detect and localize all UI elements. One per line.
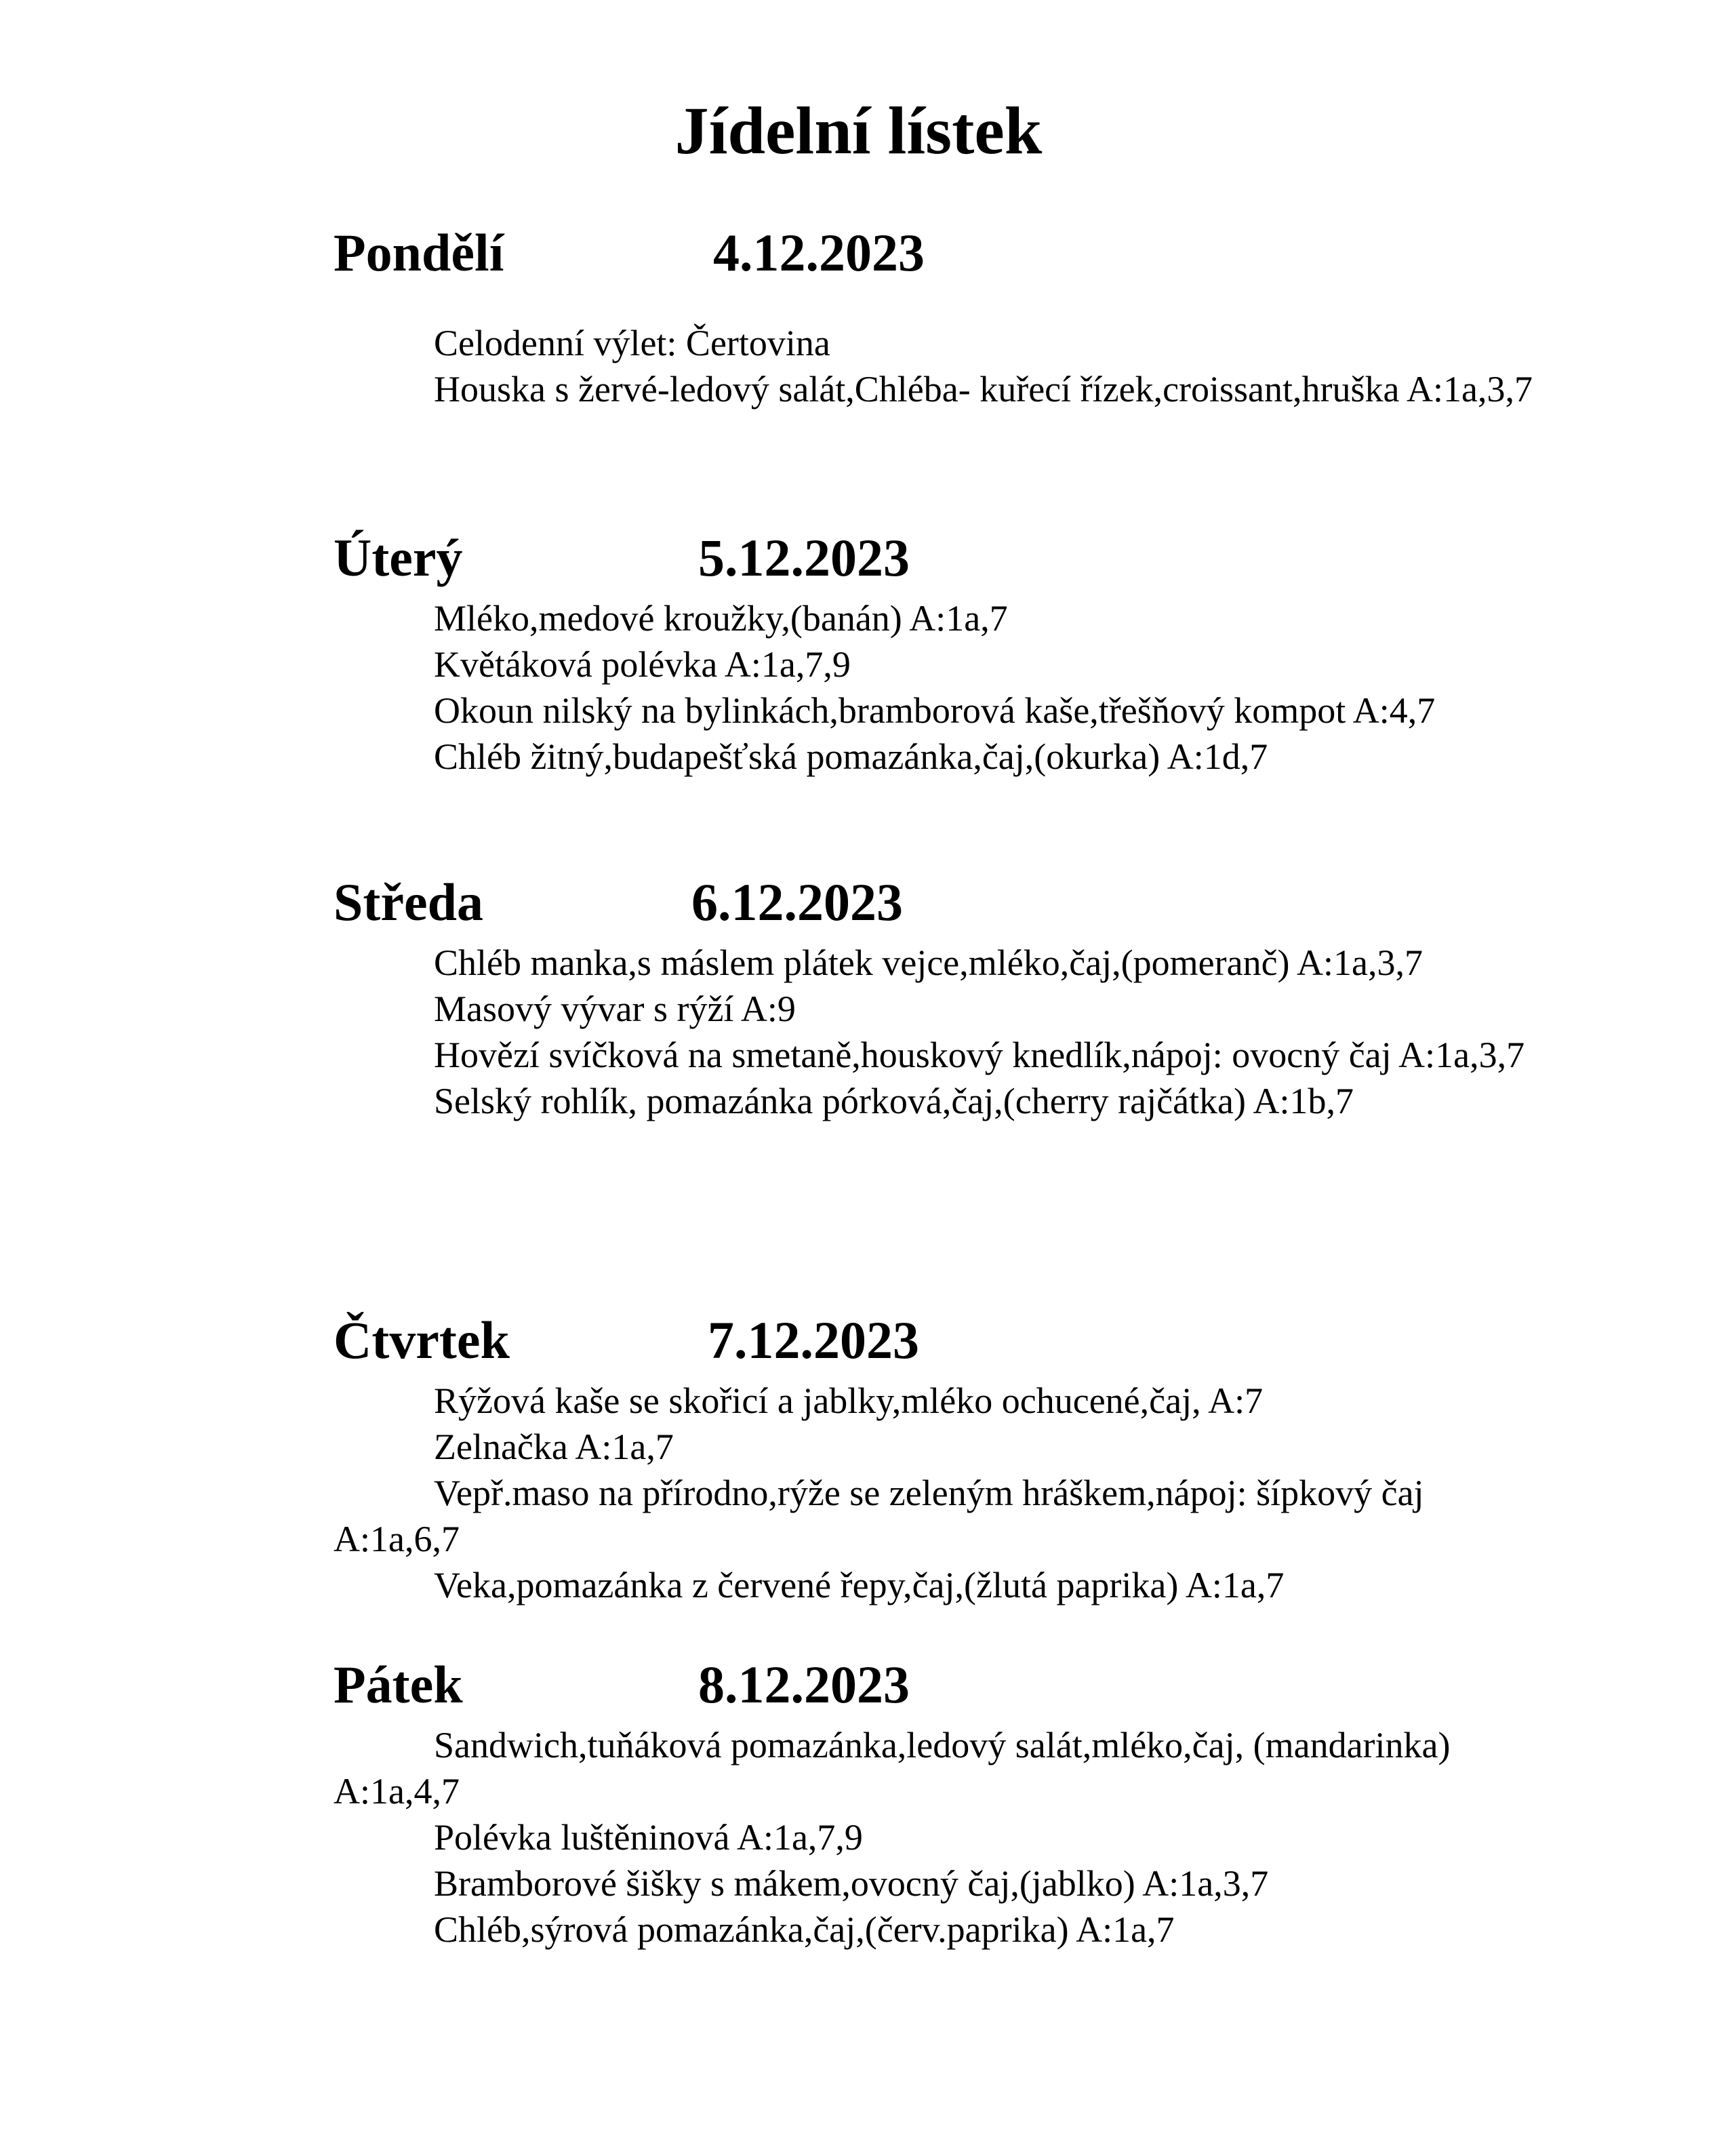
day-friday: [334, 1648, 1554, 1953]
meal-item: Mléko,medové kroužky,(banán) A:1a,7: [434, 598, 1008, 639]
day-tuesday: [334, 521, 1554, 780]
meal-list: [334, 1722, 1554, 1953]
day-thursday: [334, 1303, 1554, 1608]
meal-list: [334, 940, 1554, 1124]
day-name: Středa: [334, 873, 483, 932]
meal-list: [334, 1378, 1554, 1608]
meal-item: Celodenní výlet: Čertovina: [434, 323, 830, 363]
page-title: Jídelní lístek: [674, 93, 1043, 168]
day-date: 6.12.2023: [691, 873, 903, 932]
day-name: Pondělí: [334, 223, 504, 282]
meal-item: Chléb žitný,budapešťská pomazánka,čaj,(okurka) A:1d,7: [434, 736, 1268, 777]
meal-item: Polévka luštěninová A:1a,7,9: [434, 1817, 863, 1858]
day-header: [334, 521, 1554, 595]
meal-item: Hovězí svíčková na smetaně,houskový knedlík,nápoj: ovocný čaj A:1a,3,7: [434, 1035, 1525, 1075]
day-date: 5.12.2023: [698, 528, 910, 587]
day-name: Čtvrtek: [334, 1311, 510, 1370]
day-date: 4.12.2023: [713, 223, 925, 282]
day-name: Pátek: [334, 1655, 463, 1714]
meal-item: Vepř.maso na přírodno,rýže se zeleným hráškem,nápoj: šípkový čaj A:1a,6,7: [334, 1473, 1424, 1559]
day-header: [334, 1648, 1554, 1722]
meal-item: Rýžová kaše se skořicí a jablky,mléko ochucené,čaj, A:7: [434, 1380, 1264, 1421]
meal-item: Houska s žervé-ledový salát,Chléba- kuřecí řízek,croissant,hruška A:1a,3,7: [434, 369, 1533, 410]
meal-list: [334, 595, 1554, 780]
meal-item: Zelnačka A:1a,7: [434, 1426, 674, 1467]
meal-item: Květáková polévka A:1a,7,9: [434, 644, 851, 685]
day-name: Úterý: [334, 528, 463, 587]
meal-item: Selský rohlík, pomazánka pórková,čaj,(cherry rajčátka) A:1b,7: [434, 1081, 1354, 1121]
day-header: [334, 216, 1554, 290]
day-date: 7.12.2023: [708, 1311, 919, 1370]
meal-list: [334, 320, 1554, 412]
day-header: [334, 1303, 1554, 1378]
day-wednesday: [334, 865, 1554, 1124]
meal-item: Chléb,sýrová pomazánka,čaj,(červ.paprika) A:1a,7: [434, 1909, 1175, 1950]
day-monday: [334, 216, 1554, 412]
meal-item: Chléb manka,s máslem plátek vejce,mléko,čaj,(pomeranč) A:1a,3,7: [434, 942, 1423, 983]
meal-item: Bramborové šišky s mákem,ovocný čaj,(jablko) A:1a,3,7: [434, 1863, 1269, 1904]
meal-item: Okoun nilský na bylinkách,bramborová kaše,třešňový kompot A:4,7: [434, 690, 1436, 731]
day-date: 8.12.2023: [698, 1655, 910, 1714]
day-header: [334, 865, 1554, 940]
meal-item: Veka,pomazánka z červené řepy,čaj,(žlutá paprika) A:1a,7: [434, 1565, 1285, 1605]
meal-item: Sandwich,tuňáková pomazánka,ledový salát,mléko,čaj, (mandarinka) A:1a,4,7: [334, 1725, 1451, 1812]
meal-item: Masový vývar s rýží A:9: [434, 989, 796, 1029]
